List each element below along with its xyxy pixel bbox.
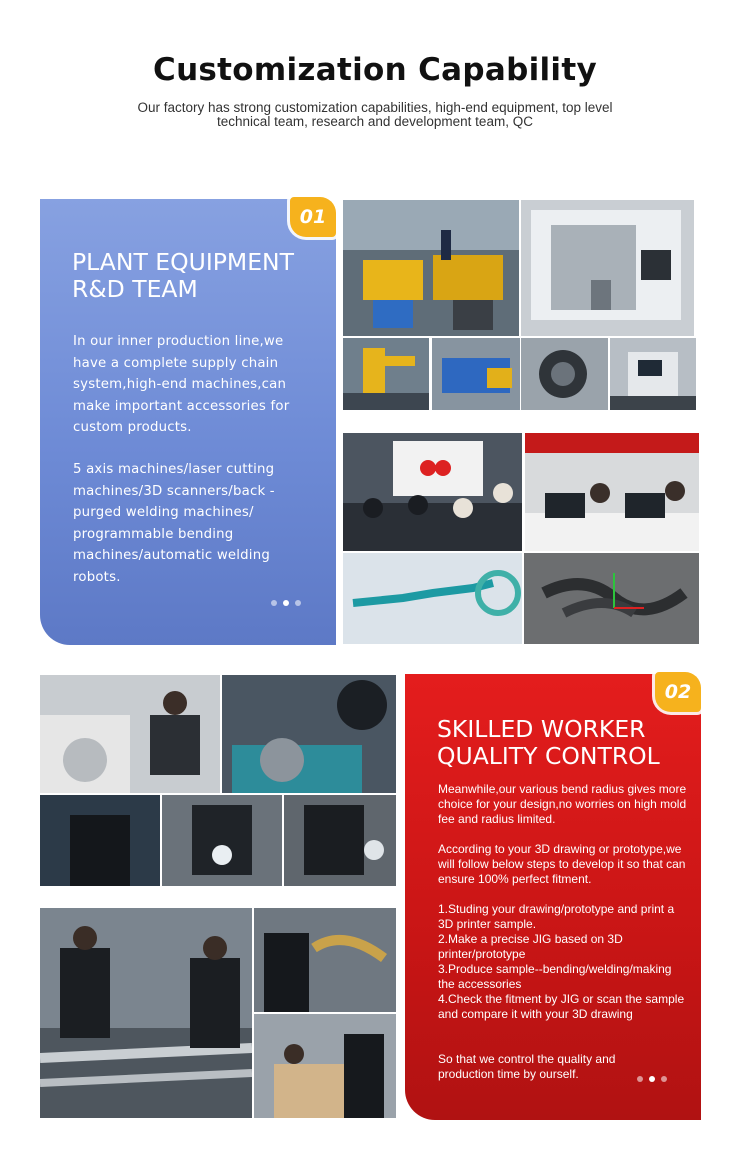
carousel-dot-active[interactable] [649, 1076, 655, 1082]
photo-cad-exhaust-model [343, 553, 522, 644]
photo-tube-bender [432, 338, 520, 410]
photo-bend-die [521, 338, 608, 410]
section1-title-line1: PLANT EQUIPMENT [72, 248, 294, 276]
section-number-badge: 01 [290, 197, 336, 237]
photo-welder-helmet [222, 675, 396, 793]
page-title: Customization Capability [153, 52, 597, 88]
photo-pipe-inspection [284, 795, 396, 886]
carousel-dot[interactable] [295, 600, 301, 606]
photo-tig-welding [162, 795, 282, 886]
photo-welding-robot [343, 338, 429, 410]
section2-paragraph-2: According to your 3D drawing or prototype,we will follow below steps to develop it so that can ensure 100% perfect fitment. [438, 842, 686, 886]
photo-rd-meeting [343, 433, 522, 551]
section2-paragraph-1: Meanwhile,our various bend radius gives more choice for your design,no worries on high mold fee and radius limited. [438, 782, 687, 826]
section1-paragraph-1: In our inner production line,we have a complete supply chain system,high-end machines,can make important accessories for custom products. [73, 334, 290, 435]
page-subtitle: Our factory has strong customization capabilities, high-end equipment, top level technical team, research and development team, QC [137, 100, 613, 129]
section2-step-1: 1.Studing your drawing/prototype and print a 3D printer sample. [438, 902, 675, 931]
photo-worker-jacket [40, 795, 160, 886]
section2-paragraph-3: So that we control the quality and production time by ourself. [438, 1052, 616, 1081]
plant-equipment-panel [40, 199, 336, 645]
photo-cnc-machine [521, 200, 694, 336]
section2-step-2: 2.Make a precise JIG based on 3D printer/prototype [438, 932, 623, 961]
carousel-dots [637, 1076, 667, 1082]
photo-jig-fitment-check [40, 908, 252, 1118]
section2-title-line1: SKILLED WORKER [437, 715, 646, 743]
skilled-worker-panel [405, 674, 701, 1120]
photo-cad-3d-pipes [524, 553, 699, 644]
photo-exhaust-sample [254, 908, 396, 1012]
carousel-dot[interactable] [271, 600, 277, 606]
section2-step-4: 4.Check the fitment by JIG or scan the sample and compare it with your 3D drawing [438, 992, 685, 1021]
photo-packing-goods [254, 1014, 396, 1118]
section2-title [437, 716, 687, 770]
carousel-dots [271, 600, 301, 606]
section2-title-line2: QUALITY CONTROL [437, 742, 660, 770]
photo-bending-machines [343, 200, 519, 336]
section1-title [72, 249, 322, 303]
photo-design-office [525, 433, 699, 551]
section1-title-line2: R&D TEAM [72, 275, 198, 303]
carousel-dot[interactable] [661, 1076, 667, 1082]
section1-paragraph-2: 5 axis machines/laser cutting machines/3D scanners/back -purged welding machines/ programmable bending machines/automatic welding robots. [73, 462, 275, 585]
section-number-badge: 02 [655, 672, 701, 712]
section2-step-3: 3.Produce sample--bending/welding/making the accessories [438, 962, 672, 991]
carousel-dot-active[interactable] [283, 600, 289, 606]
photo-control-panel [610, 338, 696, 410]
carousel-dot[interactable] [637, 1076, 643, 1082]
photo-worker-laptop [40, 675, 220, 793]
